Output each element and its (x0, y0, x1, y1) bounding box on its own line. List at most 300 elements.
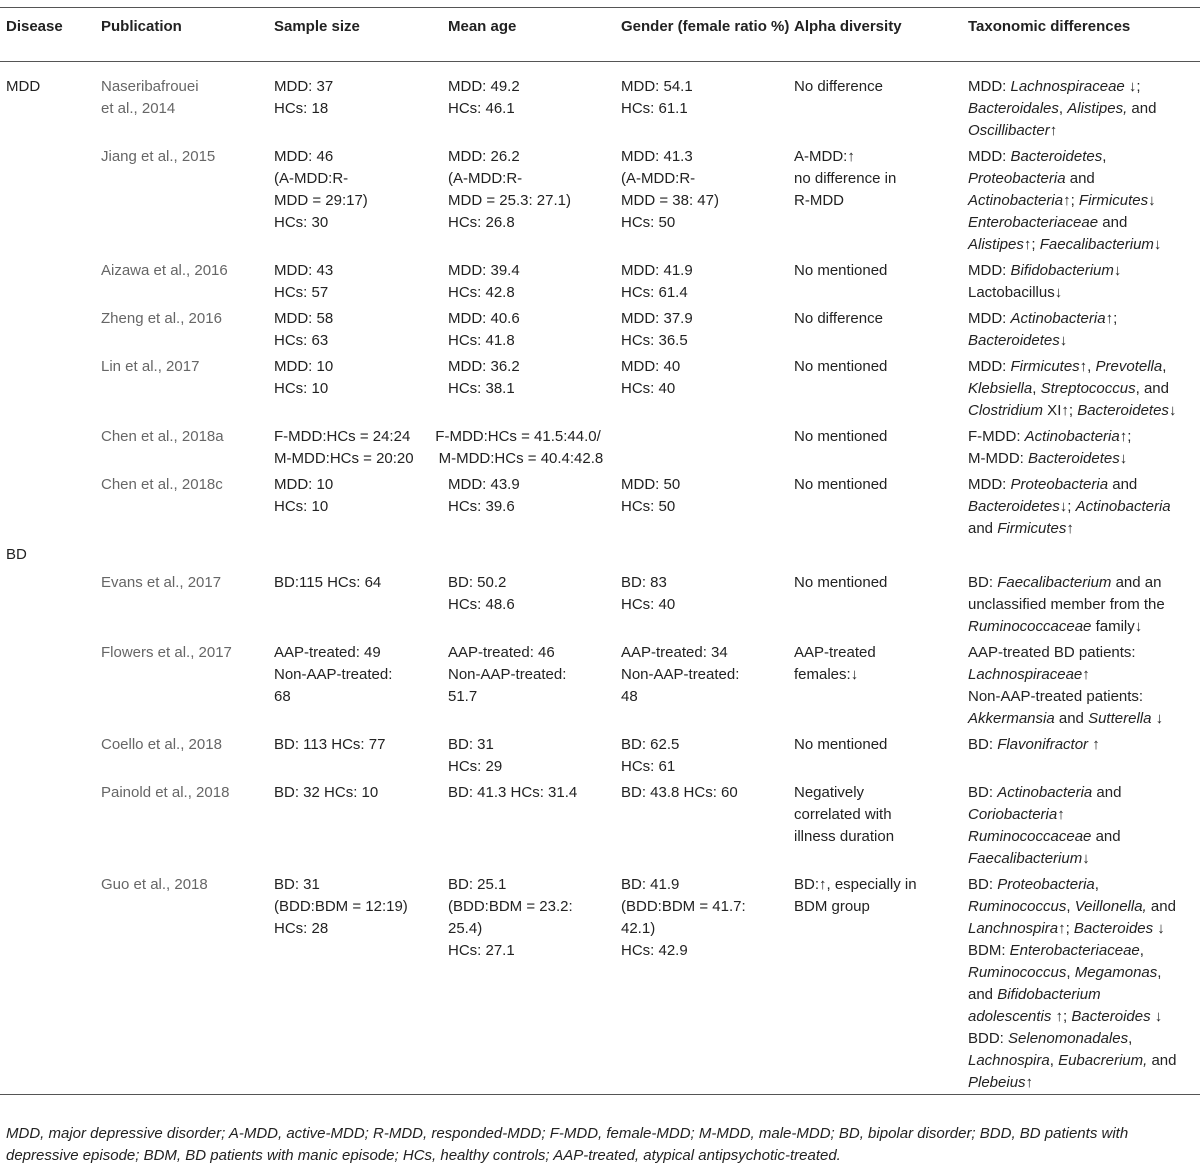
cell-line: (BDD:BDM = 12:19) (274, 898, 408, 915)
cell-line: F-MDD:HCs = 24:24 F-MDD:HCs = 41.5:44.0/ (274, 428, 601, 445)
cell-line: 42.1) (621, 920, 656, 937)
taxon-name: Akkermansia (968, 710, 1055, 727)
publication-cell (101, 422, 274, 470)
cell-line: AAP-treated: 34 (621, 644, 728, 661)
cell-text: and (1091, 828, 1121, 845)
cell-line (968, 664, 1200, 686)
cell-text: ↑; (1058, 920, 1074, 937)
cell-line: MDD = 29:17) (274, 192, 368, 209)
cell-line: BD: 83 (621, 574, 667, 591)
cell-text: ↓ (1113, 262, 1122, 279)
cell-line: HCs: 29 (448, 758, 503, 775)
taxon-name: Proteobacteria (968, 170, 1066, 187)
gender-cell (621, 470, 794, 540)
taxon-name: Clostridium (968, 402, 1044, 419)
mean-age-cell (448, 352, 621, 422)
cell-line (968, 616, 1200, 638)
cell-line: Zheng et al., 2016 (101, 310, 222, 327)
disease-cell (0, 256, 101, 304)
empty-cell (101, 540, 274, 568)
table-row (0, 470, 1200, 540)
publication-cell (101, 256, 274, 304)
cell-line: AAP-treated: 49 (274, 644, 381, 661)
publication-cell (101, 730, 274, 778)
taxon-name: Bifidobacterium (997, 986, 1101, 1003)
cell-line: BD: 31 (274, 876, 320, 893)
cell-text: , (1162, 358, 1167, 375)
cell-line (968, 426, 1200, 448)
cell-line (968, 962, 1200, 984)
cell-line: HCs: 61 (621, 758, 676, 775)
cell-line: Coello et al., 2018 (101, 736, 222, 753)
cell-line: HCs: 18 (274, 100, 329, 117)
disease-label-row (0, 540, 1200, 568)
cell-line (968, 190, 1200, 212)
taxon-name: Enterobacteriaceae (968, 214, 1099, 231)
taxonomic-differences-cell (968, 422, 1200, 470)
cell-line: MDD: 43.9 (448, 476, 520, 493)
alpha-diversity-cell (794, 304, 968, 352)
cell-text: ↓ (1153, 920, 1165, 937)
cell-line: HCs: 28 (274, 920, 329, 937)
taxon-name: Lachnospira (968, 1052, 1050, 1069)
mean-age-cell (448, 256, 621, 304)
empty-cell (968, 540, 1200, 568)
cell-line (968, 896, 1200, 918)
cell-text: BD: (968, 876, 998, 893)
table-row (0, 730, 1200, 778)
cell-line: HCs: 42.9 (621, 942, 688, 959)
cell-line (968, 234, 1200, 256)
cell-line: No mentioned (794, 358, 888, 375)
cell-line: MDD: 43 (274, 262, 334, 279)
cell-line: HCs: 61.1 (621, 100, 688, 117)
cell-text: ↑; (1023, 236, 1040, 253)
disease-cell (0, 870, 101, 1095)
cell-line: (A-MDD:R- (448, 170, 523, 187)
alpha-diversity-cell (794, 62, 968, 143)
taxon-name: Ruminococcus (968, 898, 1067, 915)
table-row (0, 62, 1200, 143)
cell-line (968, 356, 1200, 378)
taxon-name: Faecalibacterium (997, 574, 1112, 591)
publication-cell (101, 304, 274, 352)
cell-text: ↑; (1119, 428, 1132, 445)
cell-line: BD: 50.2 (448, 574, 507, 591)
cell-text: BD: (968, 784, 998, 801)
cell-text: ↑; (1063, 192, 1079, 209)
cell-line (968, 1072, 1200, 1094)
cell-text: MDD: (968, 310, 1011, 327)
column-header: Alpha diversity (794, 18, 902, 35)
taxon-name: Megamonas (1074, 964, 1158, 981)
cell-line (968, 330, 1200, 352)
taxonomic-differences-cell (968, 730, 1200, 778)
taxon-name: Actinobacteria (1075, 498, 1171, 515)
cell-line (968, 212, 1200, 234)
cell-line: BDM group (794, 898, 870, 915)
header-row (0, 8, 1200, 62)
taxon-name: Bacteroidales (968, 100, 1059, 117)
publication-cell (101, 638, 274, 730)
cell-line: Negatively (794, 784, 865, 801)
cell-line: MDD: 26.2 (448, 148, 520, 165)
cell-line: MDD: 41.9 (621, 262, 693, 279)
cell-text: ↓ (1151, 710, 1164, 727)
cell-line: Aizawa et al., 2016 (101, 262, 228, 279)
cell-line: 48 (621, 688, 638, 705)
cell-line (968, 984, 1200, 1006)
cell-text: , and (1135, 380, 1169, 397)
publication-cell (101, 352, 274, 422)
cell-text: , (1066, 964, 1075, 981)
cell-text: MDD: (968, 476, 1011, 493)
taxonomic-differences-cell (968, 778, 1200, 870)
column-header: Mean age (448, 18, 517, 35)
cell-line: No difference (794, 310, 883, 327)
sample-size-cell (274, 256, 448, 304)
taxon-name: Ruminococcus (968, 964, 1067, 981)
disease-cell (0, 568, 101, 638)
taxon-name: Sutterella (1088, 710, 1152, 727)
cell-line (968, 400, 1200, 422)
taxon-name: Streptococcus (1040, 380, 1136, 397)
taxon-name: Plebeius (968, 1074, 1026, 1091)
sample-size-cell (274, 568, 448, 638)
alpha-diversity-cell (794, 142, 968, 256)
alpha-diversity-cell (794, 638, 968, 730)
mean-age-cell (448, 470, 621, 540)
taxon-name: Bacteroidetes (1028, 450, 1120, 467)
taxon-name: Bacteroidetes (968, 332, 1060, 349)
cell-line: HCs: 50 (621, 214, 676, 231)
cell-line: MDD: 40.6 (448, 310, 520, 327)
cell-line: 68 (274, 688, 291, 705)
taxon-name: Eubacrerium, (1058, 1052, 1148, 1069)
cell-line: No mentioned (794, 428, 888, 445)
cell-line: MDD: 41.3 (621, 148, 693, 165)
cell-line (968, 804, 1200, 826)
cell-line: females:↓ (794, 666, 859, 683)
cell-text: ↓; (1124, 78, 1141, 95)
cell-line (968, 518, 1200, 540)
disease-cell: BD (6, 546, 27, 563)
cell-text: MDD: (968, 78, 1011, 95)
sample-size-cell (274, 470, 448, 540)
cell-line (968, 308, 1200, 330)
gender-cell (621, 568, 794, 638)
cell-text: and (1092, 784, 1122, 801)
cell-line: HCs: 46.1 (448, 100, 515, 117)
cell-line: correlated with (794, 806, 892, 823)
cell-line: AAP-treated: 46 (448, 644, 555, 661)
column-header: Gender (female ratio %) (621, 18, 790, 35)
taxon-name: Faecalibacterium (1039, 236, 1154, 253)
cell-line: HCs: 30 (274, 214, 329, 231)
cell-line (968, 1028, 1200, 1050)
cell-line: (A-MDD:R- (621, 170, 696, 187)
gender-cell (621, 62, 794, 143)
cell-text: ↓ (1059, 332, 1068, 349)
cell-text: XI↑; (1043, 402, 1078, 419)
cell-text: and (968, 986, 998, 1003)
cell-line: Non-AAP-treated: (274, 666, 393, 683)
taxonomic-differences-cell (968, 870, 1200, 1095)
column-header: Sample size (274, 18, 360, 35)
alpha-diversity-cell (794, 352, 968, 422)
disease-cell (0, 352, 101, 422)
taxonomic-differences-cell (968, 352, 1200, 422)
cell-line (968, 708, 1200, 730)
empty-cell (274, 540, 448, 568)
cell-line (968, 448, 1200, 470)
cell-line: HCs: 10 (274, 380, 329, 397)
cell-text: AAP-treated BD patients: (968, 644, 1136, 661)
empty-cell (448, 540, 621, 568)
taxonomic-differences-cell (968, 62, 1200, 143)
taxon-name: Bacteroides (1073, 920, 1154, 937)
cell-line: Painold et al., 2018 (101, 784, 230, 801)
cell-line: Non-AAP-treated: (621, 666, 740, 683)
cell-text: Lactobacillus↓ (968, 284, 1063, 301)
alpha-diversity-cell (794, 568, 968, 638)
cell-line: HCs: 61.4 (621, 284, 688, 301)
cell-line (968, 642, 1200, 664)
publication-cell (101, 568, 274, 638)
cell-text: and (1147, 1052, 1177, 1069)
cell-line: MDD: 10 (274, 476, 334, 493)
cell-line (968, 1006, 1200, 1028)
cell-line: (A-MDD:R- (274, 170, 349, 187)
taxon-name: Lachnospiraceae (968, 666, 1083, 683)
table-row (0, 638, 1200, 730)
cell-line: R-MDD (794, 192, 844, 209)
cell-line (968, 76, 1200, 98)
cell-text: and (1054, 710, 1089, 727)
taxon-name: Bacteroidetes (1010, 148, 1103, 165)
table-footnote: MDD, major depressive disorder; A-MDD, active-MDD; R-MDD, responded-MDD; F-MDD, female-MDD; M-MDD, male-MDD; BD, bipolar disorder; BDD, BD patients with depressive episode; BDM, BD patients with manic episode; HCs, healthy controls; AAP-treated, atypical antipsychotic-treated. (6, 1125, 1129, 1164)
disease-cell (0, 422, 101, 470)
cell-line: MDD: 37 (274, 78, 334, 95)
cell-line: (BDD:BDM = 41.7: (621, 898, 746, 915)
sample-size-cell (274, 352, 448, 422)
cell-line: HCs: 40 (621, 380, 676, 397)
taxonomic-differences-cell (968, 304, 1200, 352)
cell-line: BD: 32 HCs: 10 (274, 784, 379, 801)
mean-age-cell (448, 304, 621, 352)
mean-age-cell (448, 62, 621, 143)
table-body (0, 62, 1200, 1095)
cell-text: MDD: (968, 358, 1011, 375)
cell-text: ↑ (1025, 1074, 1034, 1091)
taxon-name: Proteobacteria (997, 876, 1095, 893)
cell-line: Non-AAP-treated: (448, 666, 567, 683)
cell-text: ↓ (1150, 1008, 1163, 1025)
disease-cell: MDD (6, 78, 41, 95)
table-row (0, 778, 1200, 870)
disease-cell (0, 778, 101, 870)
mean-age-cell (448, 730, 621, 778)
empty-cell (621, 540, 794, 568)
cell-line: MDD: 36.2 (448, 358, 520, 375)
cell-text: and an (1111, 574, 1162, 591)
table-row (0, 568, 1200, 638)
cell-text: ↑ (1082, 666, 1090, 683)
cell-text: and (1065, 170, 1095, 187)
cell-line (968, 782, 1200, 804)
cell-text: , (1139, 942, 1144, 959)
taxon-name: Oscillibacter (968, 122, 1050, 139)
sample-size-cell (274, 730, 448, 778)
cell-line: HCs: 27.1 (448, 942, 515, 959)
cell-line: illness duration (794, 828, 895, 845)
cell-text: , (1032, 380, 1041, 397)
taxon-name: Actinobacteria (1024, 428, 1120, 445)
taxon-name: Prevotella (1095, 358, 1163, 375)
taxonomic-differences-cell (968, 568, 1200, 638)
disease-cell (0, 638, 101, 730)
cell-text: BD: (968, 574, 998, 591)
cell-text: , (1066, 898, 1075, 915)
cell-line (968, 1050, 1200, 1072)
alpha-diversity-cell (794, 422, 968, 470)
taxon-name: Firmicutes (1078, 192, 1149, 209)
cell-text: F-MDD: (968, 428, 1025, 445)
cell-line: HCs: 36.5 (621, 332, 688, 349)
cell-line (968, 496, 1200, 518)
cell-line: Chen et al., 2018a (101, 428, 224, 445)
mean-age-cell (448, 638, 621, 730)
taxonomic-differences-cell (968, 256, 1200, 304)
cell-text: , (1094, 876, 1099, 893)
cell-text: ↓; (1059, 498, 1076, 515)
taxon-name: Alistipes, (1067, 100, 1128, 117)
cell-line: BD: 62.5 (621, 736, 680, 753)
taxon-name: Actinobacteria (1010, 310, 1106, 327)
cell-line: No mentioned (794, 574, 888, 591)
publication-cell (101, 62, 274, 143)
cell-text: and (1146, 898, 1176, 915)
publication-cell (101, 142, 274, 256)
alpha-diversity-cell (794, 256, 968, 304)
mean-age-cell (448, 778, 621, 870)
gender-cell (621, 352, 794, 422)
cell-line: BD: 113 HCs: 77 (274, 736, 386, 753)
column-header: Taxonomic differences (968, 18, 1131, 35)
cell-text: family↓ (1091, 618, 1143, 635)
table-row (0, 422, 1200, 470)
sample-size-cell (274, 778, 448, 870)
cell-line: Chen et al., 2018c (101, 476, 223, 493)
cell-line: HCs: 57 (274, 284, 329, 301)
publication-cell (101, 870, 274, 1095)
cell-text: ↑ (1049, 122, 1058, 139)
alpha-diversity-cell (794, 730, 968, 778)
cell-line: Evans et al., 2017 (101, 574, 222, 591)
cell-text: BDD: (968, 1030, 1009, 1047)
taxon-name: Veillonella, (1074, 898, 1147, 915)
cell-text: and (1127, 100, 1157, 117)
table-row (0, 352, 1200, 422)
sample-size-cell (274, 638, 448, 730)
cell-text: ↓ (1153, 236, 1162, 253)
cell-line (968, 874, 1200, 896)
cell-line: Naseribafrouei (101, 78, 199, 95)
cell-text: ↑ (1088, 736, 1100, 753)
cell-text: ↑ (1057, 806, 1065, 823)
taxon-name: Actinobacteria (968, 192, 1064, 209)
publication-cell (101, 470, 274, 540)
cell-line: MDD: 37.9 (621, 310, 693, 327)
cell-line: HCs: 10 (274, 498, 329, 515)
gender-cell (621, 142, 794, 256)
cell-line: HCs: 42.8 (448, 284, 515, 301)
taxonomic-differences-cell (968, 142, 1200, 256)
cell-line: MDD: 49.2 (448, 78, 520, 95)
cell-line: HCs: 26.8 (448, 214, 515, 231)
sample-age-merged-cell (274, 422, 794, 470)
cell-line (968, 686, 1200, 708)
cell-text: ↓ (1119, 450, 1128, 467)
taxon-name: Proteobacteria (1010, 476, 1109, 493)
cell-line (968, 572, 1200, 594)
taxon-name: Enterobacteriaceae (1009, 942, 1140, 959)
taxon-name: Lanchnospira (968, 920, 1059, 937)
cell-text: ↓ (1148, 192, 1156, 209)
cell-text: ↑ (1066, 520, 1074, 537)
cell-text: and (1098, 214, 1128, 231)
alpha-diversity-cell (794, 470, 968, 540)
taxon-name: Ruminococcaceae (968, 618, 1092, 635)
cell-line: BD:↑, especially in (794, 876, 917, 893)
gender-cell (621, 778, 794, 870)
cell-line (968, 120, 1200, 142)
cell-text: Non-AAP-treated patients: (968, 688, 1144, 705)
cell-text: , (1157, 964, 1162, 981)
cell-line: HCs: 38.1 (448, 380, 515, 397)
taxon-name: Lachnospiraceae (1010, 78, 1125, 95)
taxon-name: Selenomonadales (1008, 1030, 1129, 1047)
cell-line: BD: 31 (448, 736, 494, 753)
gender-cell (621, 870, 794, 1095)
taxon-name: adolescentis (968, 1008, 1052, 1025)
cell-line: Guo et al., 2018 (101, 876, 208, 893)
cell-line (968, 98, 1200, 120)
taxon-name: Firmicutes (1010, 358, 1080, 375)
sample-size-cell (274, 62, 448, 143)
taxon-name: Klebsiella (968, 380, 1033, 397)
cell-line: HCs: 41.8 (448, 332, 515, 349)
taxonomic-differences-cell (968, 638, 1200, 730)
cell-line: BD: 43.8 HCs: 60 (621, 784, 738, 801)
taxon-name: Alistipes (968, 236, 1024, 253)
cell-text: and (968, 520, 998, 537)
cell-line: 25.4) (448, 920, 483, 937)
taxon-name: Flavonifractor (997, 736, 1089, 753)
cell-line: MDD = 38: 47) (621, 192, 719, 209)
cell-text: , (1058, 100, 1068, 117)
cell-line: No difference (794, 78, 883, 95)
column-header: Publication (101, 18, 182, 35)
cell-line: BD:115 HCs: 64 (274, 574, 382, 591)
disease-cell (0, 304, 101, 352)
taxon-name: Bacteroidetes (1077, 402, 1169, 419)
publication-cell (101, 778, 274, 870)
cell-text: , (1102, 148, 1107, 165)
sample-size-cell (274, 304, 448, 352)
cell-line (968, 848, 1200, 870)
cell-line: MDD: 50 (621, 476, 681, 493)
